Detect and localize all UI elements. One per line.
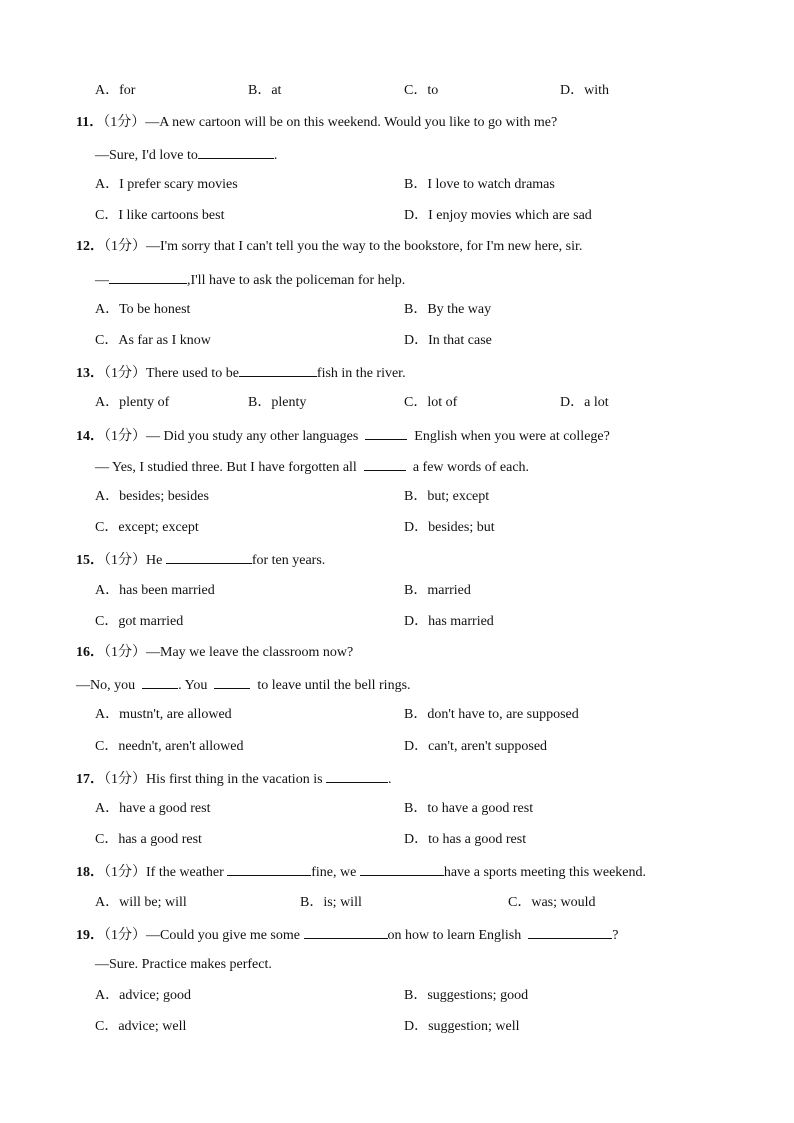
- question-text-mid: on how to learn English: [387, 928, 522, 943]
- q16-reply: [76, 674, 411, 694]
- question-text: There used to be: [146, 366, 239, 381]
- question-text-end: .: [388, 772, 392, 787]
- q11-option-a: A．I prefer scary movies: [95, 177, 238, 192]
- answer-blank: [365, 425, 407, 440]
- q14-option-c: C．except; except: [95, 520, 199, 535]
- q17-option-b: B．to have a good rest: [404, 801, 534, 816]
- q15-option-c: C．got married: [95, 614, 184, 629]
- q18-stem: [76, 861, 646, 881]
- q17-stem: [76, 768, 392, 788]
- q18-option-b: B．is; will: [300, 895, 362, 910]
- question-text-end: ?: [612, 928, 619, 943]
- q11-stem: [76, 113, 557, 133]
- q19-stem: [76, 924, 618, 944]
- q10-option-c: C．to: [404, 83, 439, 98]
- answer-blank: [239, 362, 317, 377]
- q15-stem: [76, 549, 325, 569]
- answer-blank: [214, 674, 250, 689]
- question-text-end: English when you were at college?: [414, 429, 610, 444]
- question-score: （1分）: [104, 928, 146, 943]
- answer-blank: [364, 456, 406, 471]
- q16-option-d: D．can't, aren't supposed: [404, 739, 548, 754]
- question-number: 12．: [76, 239, 104, 254]
- answer-blank: [142, 674, 178, 689]
- q11-option-b: B．I love to watch dramas: [404, 177, 555, 192]
- question-score: （1分）: [104, 239, 146, 254]
- q19-option-c: C．advice; well: [95, 1019, 187, 1034]
- q14-option-d: D．besides; but: [404, 520, 495, 535]
- question-text: If the weather: [146, 865, 224, 880]
- reply-text-end: a few words of each.: [412, 460, 530, 475]
- question-text-mid: fine, we: [311, 865, 357, 880]
- answer-blank: [304, 924, 388, 939]
- q14-option-a: A．besides; besides: [95, 489, 209, 504]
- question-number: 13．: [76, 366, 104, 381]
- q11-reply: [95, 144, 277, 164]
- q18-option-a: A．will be; will: [95, 895, 187, 910]
- question-number: 14．: [76, 429, 104, 444]
- question-text: —May we leave the classroom now?: [146, 645, 354, 660]
- question-text: — Did you study any other languages: [146, 429, 359, 444]
- q13-stem: [76, 362, 406, 382]
- q19-reply: —Sure. Practice makes perfect.: [95, 957, 272, 972]
- q12-option-c: C．As far as I know: [95, 333, 211, 348]
- q13-option-a: A．plenty of: [95, 395, 170, 410]
- answer-blank: [360, 861, 444, 876]
- q14-stem: [76, 425, 610, 445]
- q13-option-c: C．lot of: [404, 395, 458, 410]
- question-score: （1分）: [104, 553, 146, 568]
- question-text: —Could you give me some: [146, 928, 300, 943]
- q14-reply: [95, 456, 529, 476]
- question-number: 15．: [76, 553, 104, 568]
- q13-option-b: B．plenty: [248, 395, 307, 410]
- answer-blank: [166, 549, 252, 564]
- q15-option-a: A．has been married: [95, 583, 215, 598]
- q10-option-d: D．with: [560, 83, 609, 98]
- q10-option-b: B．at: [248, 83, 282, 98]
- reply-text: —No, you: [76, 678, 136, 693]
- reply-text-end: ,I'll have to ask the policeman for help.: [187, 273, 406, 288]
- reply-text-end: to leave until the bell rings.: [257, 678, 411, 693]
- answer-blank: [227, 861, 311, 876]
- q16-option-c: C．needn't, aren't allowed: [95, 739, 244, 754]
- question-number: 11．: [76, 115, 104, 130]
- q19-option-a: A．advice; good: [95, 988, 192, 1003]
- question-text: His first thing in the vacation is: [146, 772, 323, 787]
- q18-option-c: C．was; would: [508, 895, 596, 910]
- question-number: 16．: [76, 645, 104, 660]
- question-number: 19．: [76, 928, 104, 943]
- q12-stem: [76, 237, 582, 257]
- answer-blank: [198, 144, 274, 159]
- q17-option-d: D．to has a good rest: [404, 832, 527, 847]
- q11-option-d: D．I enjoy movies which are sad: [404, 208, 592, 223]
- reply-text: — Yes, I studied three. But I have forgotten all: [95, 460, 357, 475]
- q19-option-b: B．suggestions; good: [404, 988, 529, 1003]
- question-text-end: for ten years.: [251, 553, 326, 568]
- q16-stem: [76, 643, 353, 663]
- q12-reply: [95, 269, 405, 289]
- reply-text: —Sure, I'd love to: [95, 148, 198, 163]
- question-number: 18．: [76, 865, 104, 880]
- question-score: （1分）: [104, 429, 146, 444]
- question-text-end: fish in the river.: [316, 366, 406, 381]
- reply-text: —: [95, 273, 109, 288]
- q12-option-d: D．In that case: [404, 333, 492, 348]
- q10-option-a: A．for: [95, 83, 136, 98]
- q12-option-b: B．By the way: [404, 302, 492, 317]
- reply-text-end: .: [273, 148, 278, 163]
- q15-option-d: D．has married: [404, 614, 494, 629]
- q14-option-b: B．but; except: [404, 489, 490, 504]
- q17-option-c: C．has a good rest: [95, 832, 202, 847]
- question-score: （1分）: [104, 366, 146, 381]
- question-text: —A new cartoon will be on this weekend. Would you like to go with me?: [145, 115, 558, 130]
- q19-option-d: D．suggestion; well: [404, 1019, 520, 1034]
- q11-option-c: C．I like cartoons best: [95, 208, 225, 223]
- answer-blank: [109, 269, 187, 284]
- question-score: （1分）: [104, 645, 146, 660]
- question-score: （1分）: [104, 772, 146, 787]
- question-text: He: [146, 553, 163, 568]
- question-text-end: have a sports meeting this weekend.: [443, 865, 646, 880]
- question-score: （1分）: [103, 115, 146, 130]
- answer-blank: [326, 768, 388, 783]
- q13-option-d: D．a lot: [560, 395, 609, 410]
- question-score: （1分）: [104, 865, 146, 880]
- q16-option-b: B．don't have to, are supposed: [404, 707, 579, 722]
- question-text: —I'm sorry that I can't tell you the way to the bookstore, for I'm new here, sir.: [146, 239, 583, 254]
- reply-text-mid: . You: [178, 678, 208, 693]
- answer-blank: [528, 924, 612, 939]
- q12-option-a: A．To be honest: [95, 302, 191, 317]
- q16-option-a: A．mustn't, are allowed: [95, 707, 232, 722]
- q17-option-a: A．have a good rest: [95, 801, 211, 816]
- question-number: 17．: [76, 772, 104, 787]
- q15-option-b: B．married: [404, 583, 471, 598]
